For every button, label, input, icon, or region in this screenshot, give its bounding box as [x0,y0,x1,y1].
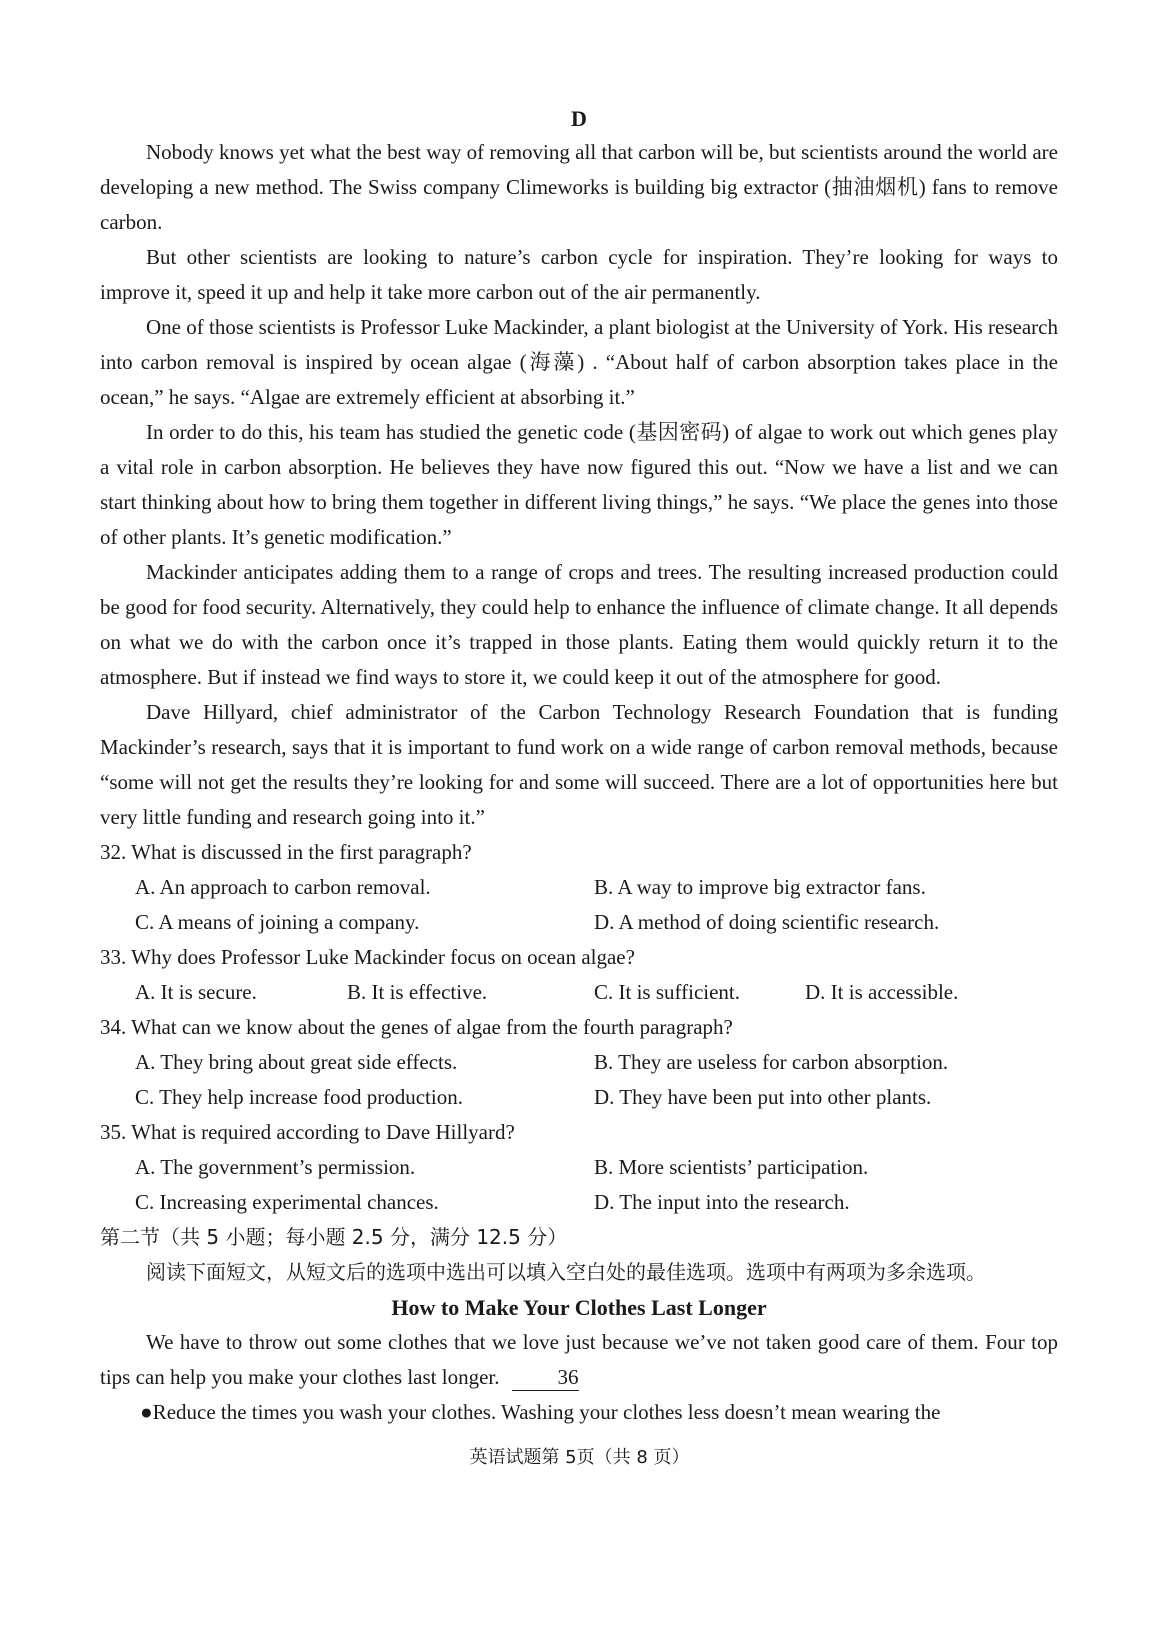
option-a[interactable]: A. An approach to carbon removal. [135,875,431,899]
question-33 [100,940,1058,1010]
page-footer: 英语试题第 5页（共 8 页） [469,1447,690,1468]
question-stem: 34. What can we know about the genes of algae from the fourth paragraph? [100,1015,733,1039]
option-c[interactable]: C. A means of joining a company. [135,910,420,934]
option-c[interactable]: C. They help increase food production. [135,1085,463,1109]
option-b[interactable]: B. It is effective. [347,980,488,1004]
question-34 [100,1010,1058,1115]
bullet-tip: ●Reduce the times you wash your clothes. Washing your clothes less doesn’t mean wearing the [140,1400,941,1424]
passage-paragraph-2: But other scientists are looking to nature’s carbon cycle for inspiration. They’re looking for ways to improve it, speed it up and help it take more carbon out of the air permanently. [100,245,1058,304]
blank-36[interactable]: 36 [512,1364,579,1391]
option-d[interactable]: D. The input into the research. [594,1190,850,1214]
page-content [100,103,1058,1430]
passage-paragraph-4: In order to do this, his team has studied the genetic code (基因密码) of algae to work out which genes play a vital role in carbon absorption. He believes they have now figured this out. “Now we have a list and we can start thinking about how to bring them together in different living things,” he says. “We place the genes into those of other plants. It’s genetic modification.” [100,420,1058,549]
intro-text: We have to throw out some clothes that we love just because we’ve not taken good care of them. Four top tips can help you make your clothes last longer. [100,1330,1058,1389]
option-b[interactable]: B. A way to improve big extractor fans. [594,875,926,899]
question-32 [100,835,1058,940]
question-options [100,1150,1058,1220]
question-options [100,1045,1058,1115]
option-c[interactable]: C. It is sufficient. [594,980,741,1004]
passage-paragraph-6: Dave Hillyard, chief administrator of the Carbon Technology Research Foundation that is funding Mackinder’s research, says that it is important to fund work on a wide range of carbon removal methods, because “some will not get the results they’re looking for and some will succeed. There are a lot of opportunities here but very little funding and research going into it.” [100,700,1058,829]
option-d[interactable]: D. It is accessible. [805,980,959,1004]
question-options [100,975,1058,1010]
section-letter: D [571,106,587,131]
question-35 [100,1115,1058,1220]
question-options [100,870,1058,940]
option-a[interactable]: A. It is secure. [135,980,257,1004]
passage-title: How to Make Your Clothes Last Longer [391,1295,767,1320]
question-stem: 32. What is discussed in the first paragraph? [100,840,472,864]
option-d[interactable]: D. They have been put into other plants. [594,1085,932,1109]
option-a[interactable]: A. The government’s permission. [135,1155,416,1179]
passage-d [100,135,1058,835]
section-two-instruction: 阅读下面短文，从短文后的选项中选出可以填入空白处的最佳选项。选项中有两项为多余选项。 [146,1260,986,1284]
passage-paragraph-3: One of those scientists is Professor Luke Mackinder, a plant biologist at the University of York. His research into carbon removal is inspired by ocean algae (海藻) . “About half of carbon absorption takes place in the ocean,” he says. “Algae are extremely efficient at absorbing it.” [100,315,1058,409]
option-b[interactable]: B. They are useless for carbon absorption. [594,1050,949,1074]
passage-paragraph-5: Mackinder anticipates adding them to a range of crops and trees. The resulting increased production could be good for food security. Alternatively, they could help to enhance the influence of climate change. It all depends on what we do with the carbon once it’s trapped in those plants. Eating them would quickly return it to the atmosphere. But if instead we find ways to store it, we could keep it out of the atmosphere for good. [100,560,1058,689]
question-stem: 33. Why does Professor Luke Mackinder focus on ocean algae? [100,945,635,969]
option-b[interactable]: B. More scientists’ participation. [594,1155,869,1179]
option-a[interactable]: A. They bring about great side effects. [135,1050,458,1074]
option-c[interactable]: C. Increasing experimental chances. [135,1190,439,1214]
question-stem: 35. What is required according to Dave Hillyard? [100,1120,515,1144]
passage-paragraph-1: Nobody knows yet what the best way of removing all that carbon will be, but scientists around the world are developing a new method. The Swiss company Climeworks is building big extractor (抽油烟机) fans to remove carbon. [100,140,1058,234]
option-d[interactable]: D. A method of doing scientific research. [594,910,940,934]
passage-intro [100,1325,1058,1395]
section-two-heading: 第二节（共 5 小题；每小题 2.5 分，满分 12.5 分） [100,1225,568,1249]
